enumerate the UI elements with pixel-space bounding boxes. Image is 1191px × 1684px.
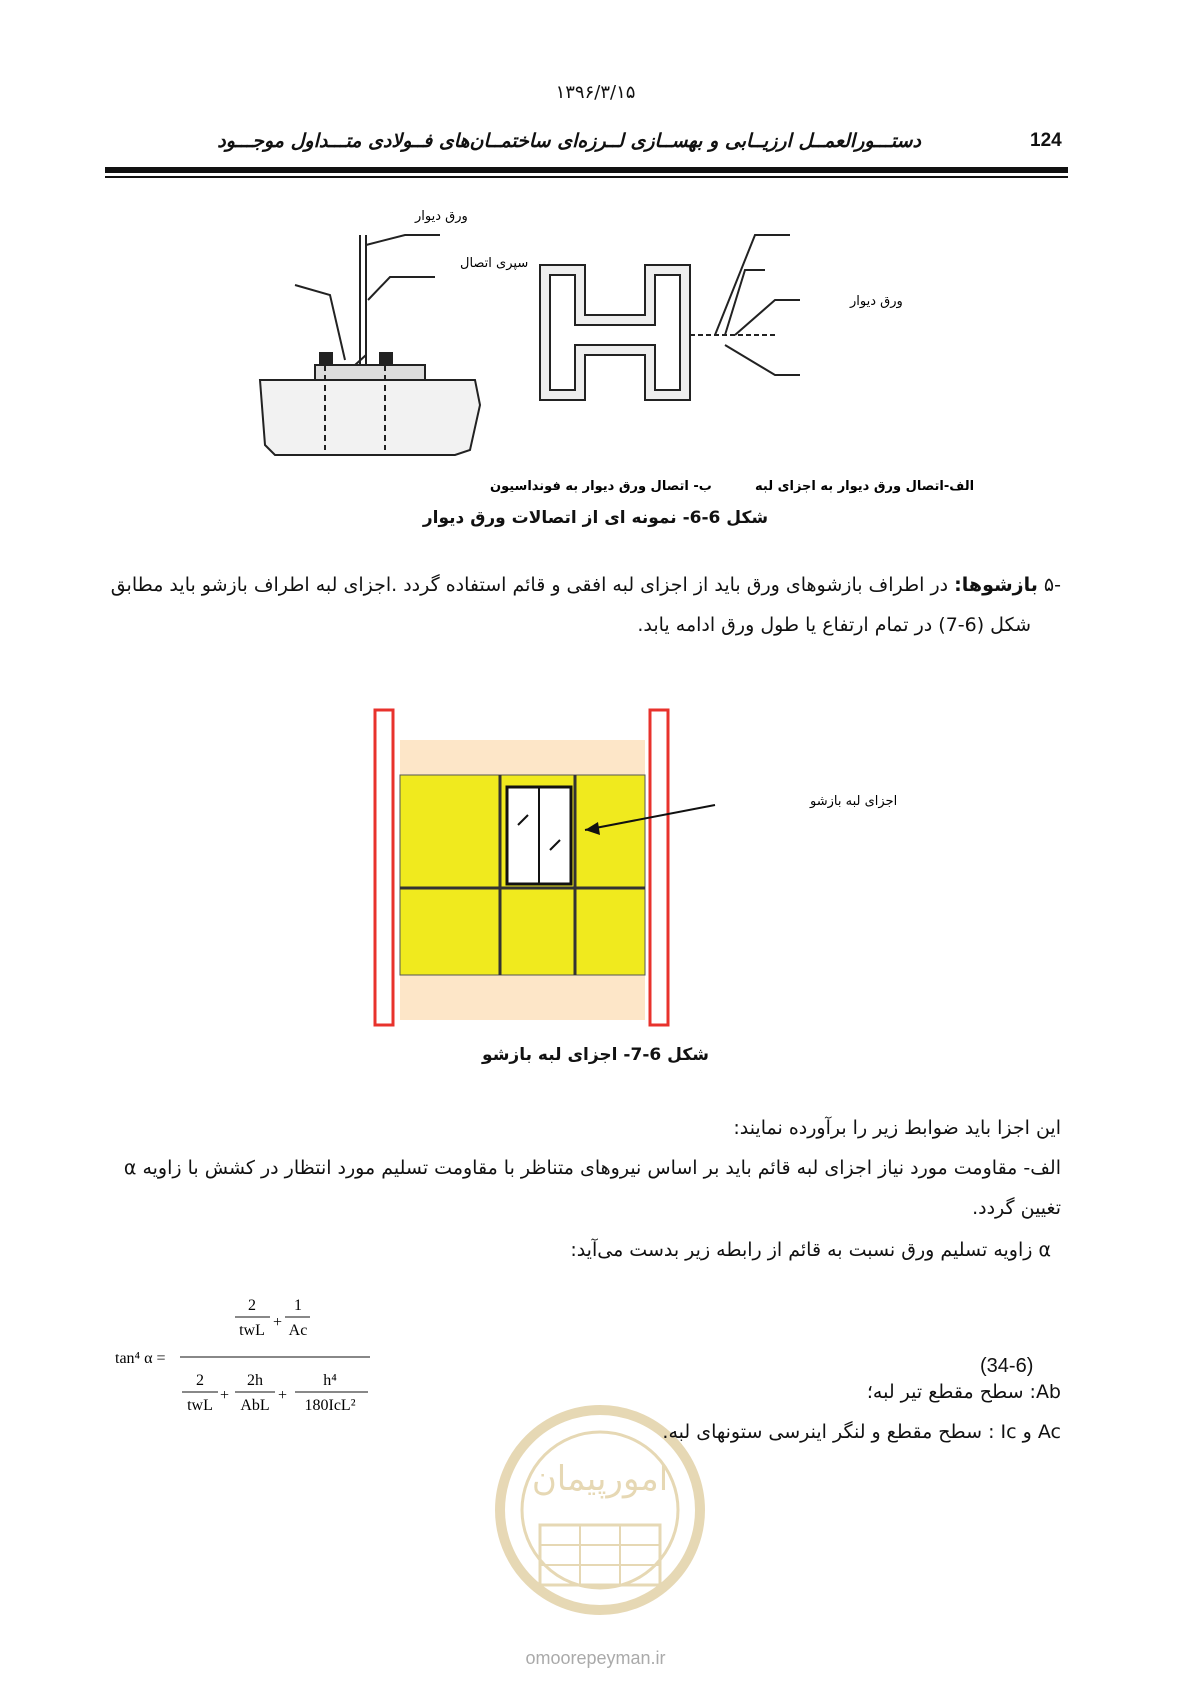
figure-6-6-caption: شکل 6-6- نمونه ای از اتصالات ورق دیوار [422, 508, 769, 528]
section-5-line2: شکل (6-7) در تمام ارتفاع یا طول ورق ادامه یابد. [637, 614, 1031, 636]
right-column [650, 710, 668, 1025]
eq-den-t2-bot: AbL [240, 1397, 270, 1414]
svg-text:+: + [273, 1314, 283, 1331]
header-title: دستـــورالعمــل ارزیــابی و بهســازی لــرزه‌ای ساختمــان‌های فــولادی متـــداول موجـــود [217, 130, 921, 152]
section-5-line1 [101, 565, 1061, 605]
eq-den-t3-top: h⁴ [323, 1372, 337, 1389]
watermark-site: omoorepeyman.ir [525, 1648, 666, 1668]
section-text-1: در اطراف بازشوهای ورق باید از اجزای لبه افقی و قائم استفاده گردد .اجزای لبه اطراف بازشو باید مطابق [110, 574, 949, 596]
page-number: 124 [1030, 130, 1062, 151]
h-section-detail [540, 235, 800, 400]
eq-lhs: tan⁴ α = [115, 1350, 166, 1367]
eq-den-t2-top: 2h [247, 1372, 263, 1389]
header-rule-thick [105, 167, 1068, 173]
body-p1: این اجزا باید ضوابط زیر را برآورده نمایند: [733, 1117, 1061, 1139]
label-wall-plate-right: ورق دیوار [850, 294, 903, 309]
eq-den-t3-bot: 180IcL² [304, 1397, 356, 1414]
figure-6-7-caption: شکل 6-7- اجزای لبه بازشو [482, 1045, 709, 1065]
label-opening-edge: اجزای لبه بازشو [810, 794, 898, 809]
label-connection-shield: سپری اتصال [460, 256, 529, 271]
section-number: -۵ [1043, 574, 1061, 596]
definition-ab: Ab: سطح مقطع تیر لبه؛ [866, 1381, 1061, 1403]
figure-6-7-drawing [370, 710, 898, 1030]
eq-num-t2-bot: Ac [288, 1322, 308, 1339]
definition-ac-ic: Ac و Ic : سطح مقطع و لنگر اینرسی ستونهای لبه. [662, 1421, 1061, 1443]
body-p3: α زاویه تسلیم ورق نسبت به قائم از رابطه زیر بدست می‌آید: [570, 1239, 1051, 1261]
eq-num-t1-bot: twL [239, 1322, 265, 1339]
eq-num-t1-top: 2 [248, 1297, 256, 1314]
equation-number: (34-6) [980, 1355, 1034, 1377]
left-column [375, 710, 393, 1025]
body-p2-line1: الف- مقاومت مورد نیاز اجزای لبه قائم باید بر اساس نیروهای متناظر با مقاومت تسلیم مورد انتظار در کشش با زاویه α [123, 1157, 1061, 1179]
foundation-connection-detail [260, 235, 480, 455]
eq-den-t1-top: 2 [196, 1372, 204, 1389]
eq-num-t2-top: 1 [294, 1297, 302, 1314]
label-wall-plate-left: ورق دیوار [415, 209, 468, 224]
figure-6-6-drawing [255, 205, 975, 500]
eq-den-t1-bot: twL [187, 1397, 213, 1414]
body-p2-line2: تغیین گردد. [972, 1197, 1061, 1219]
sub-caption-edge-members: الف-اتصال ورق دیوار به اجزای لبه [755, 479, 975, 494]
watermark-logo-text: امورپیمان [531, 1459, 669, 1499]
svg-text:+: + [278, 1387, 288, 1404]
sub-caption-foundation: ب- اتصال ورق دیوار به فونداسیون [490, 479, 712, 494]
section-heading: بازشوها: [954, 574, 1038, 596]
svg-text:+: + [220, 1387, 230, 1404]
header-date: ۱۳۹۶/۳/۱۵ [555, 82, 636, 103]
header-rule-thin [105, 176, 1068, 178]
